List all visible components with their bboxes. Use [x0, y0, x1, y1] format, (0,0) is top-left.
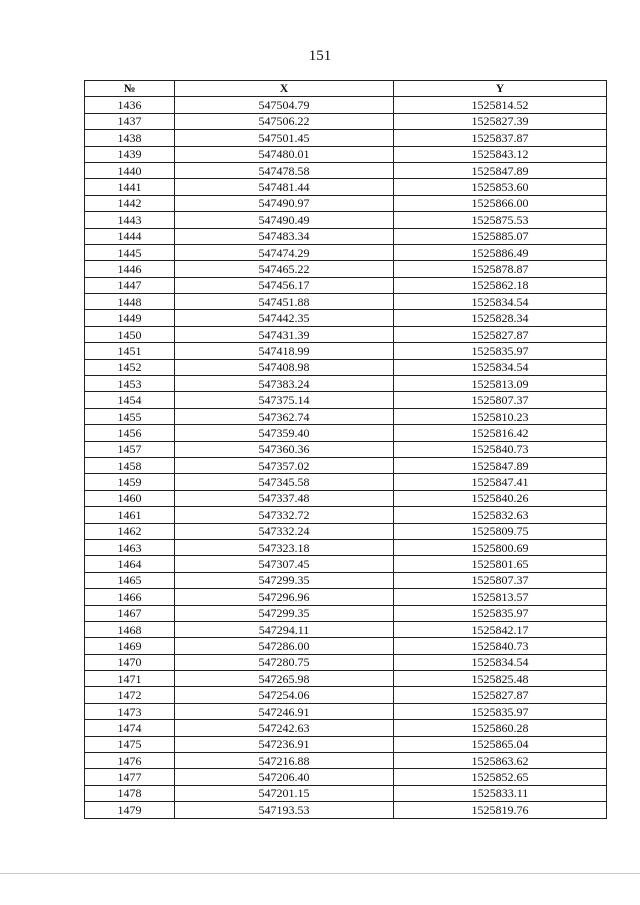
cell-x: 547506.22	[175, 113, 394, 129]
cell-number: 1448	[85, 294, 175, 310]
cell-x: 547360.36	[175, 441, 394, 457]
cell-x: 547483.34	[175, 228, 394, 244]
cell-x: 547236.91	[175, 736, 394, 752]
cell-number: 1453	[85, 376, 175, 392]
cell-x: 547480.01	[175, 146, 394, 162]
cell-x: 547504.79	[175, 97, 394, 113]
cell-number: 1449	[85, 310, 175, 326]
table-row	[85, 621, 607, 637]
table-row	[85, 474, 607, 490]
cell-x: 547490.97	[175, 195, 394, 211]
cell-y: 1525885.07	[394, 228, 607, 244]
cell-number: 1473	[85, 703, 175, 719]
cell-x: 547296.96	[175, 589, 394, 605]
cell-number: 1479	[85, 802, 175, 818]
cell-number: 1446	[85, 261, 175, 277]
cell-x: 547201.15	[175, 785, 394, 801]
cell-x: 547442.35	[175, 310, 394, 326]
header-number: №	[85, 81, 175, 97]
coordinates-table	[84, 80, 607, 819]
cell-number: 1458	[85, 457, 175, 473]
cell-x: 547299.35	[175, 572, 394, 588]
cell-y: 1525809.75	[394, 523, 607, 539]
cell-number: 1462	[85, 523, 175, 539]
cell-x: 547332.72	[175, 507, 394, 523]
cell-number: 1471	[85, 671, 175, 687]
cell-number: 1469	[85, 638, 175, 654]
cell-number: 1457	[85, 441, 175, 457]
cell-y: 1525828.34	[394, 310, 607, 326]
cell-y: 1525833.11	[394, 785, 607, 801]
table-row	[85, 425, 607, 441]
table-row	[85, 490, 607, 506]
table-row	[85, 769, 607, 785]
cell-x: 547299.35	[175, 605, 394, 621]
cell-x: 547242.63	[175, 720, 394, 736]
cell-number: 1454	[85, 392, 175, 408]
cell-number: 1476	[85, 753, 175, 769]
cell-y: 1525878.87	[394, 261, 607, 277]
cell-x: 547193.53	[175, 802, 394, 818]
cell-number: 1478	[85, 785, 175, 801]
cell-x: 547357.02	[175, 457, 394, 473]
cell-y: 1525840.73	[394, 638, 607, 654]
table-row	[85, 408, 607, 424]
cell-y: 1525827.39	[394, 113, 607, 129]
cell-y: 1525837.87	[394, 130, 607, 146]
cell-x: 547362.74	[175, 408, 394, 424]
table-row	[85, 753, 607, 769]
cell-number: 1450	[85, 326, 175, 342]
table-row	[85, 97, 607, 113]
cell-y: 1525875.53	[394, 212, 607, 228]
cell-number: 1445	[85, 244, 175, 260]
table-row	[85, 277, 607, 293]
cell-number: 1477	[85, 769, 175, 785]
table-row	[85, 556, 607, 572]
cell-y: 1525843.12	[394, 146, 607, 162]
cell-y: 1525866.00	[394, 195, 607, 211]
cell-number: 1441	[85, 179, 175, 195]
table-row	[85, 457, 607, 473]
cell-y: 1525840.73	[394, 441, 607, 457]
table-row	[85, 310, 607, 326]
cell-y: 1525813.09	[394, 376, 607, 392]
cell-number: 1459	[85, 474, 175, 490]
cell-y: 1525834.54	[394, 654, 607, 670]
cell-number: 1456	[85, 425, 175, 441]
cell-number: 1443	[85, 212, 175, 228]
cell-y: 1525834.54	[394, 294, 607, 310]
cell-number: 1455	[85, 408, 175, 424]
cell-x: 547478.58	[175, 162, 394, 178]
bottom-rule	[0, 873, 640, 874]
cell-y: 1525832.63	[394, 507, 607, 523]
cell-number: 1468	[85, 621, 175, 637]
cell-x: 547375.14	[175, 392, 394, 408]
table-row	[85, 392, 607, 408]
cell-x: 547294.11	[175, 621, 394, 637]
cell-y: 1525825.48	[394, 671, 607, 687]
cell-number: 1466	[85, 589, 175, 605]
cell-x: 547383.24	[175, 376, 394, 392]
table-row	[85, 343, 607, 359]
cell-y: 1525840.26	[394, 490, 607, 506]
cell-number: 1442	[85, 195, 175, 211]
cell-x: 547501.45	[175, 130, 394, 146]
cell-number: 1464	[85, 556, 175, 572]
cell-x: 547254.06	[175, 687, 394, 703]
cell-number: 1440	[85, 162, 175, 178]
table-row	[85, 589, 607, 605]
cell-x: 547337.48	[175, 490, 394, 506]
cell-number: 1467	[85, 605, 175, 621]
cell-y: 1525847.41	[394, 474, 607, 490]
cell-y: 1525810.23	[394, 408, 607, 424]
cell-y: 1525816.42	[394, 425, 607, 441]
table-row	[85, 195, 607, 211]
cell-y: 1525834.54	[394, 359, 607, 375]
cell-y: 1525800.69	[394, 539, 607, 555]
cell-y: 1525827.87	[394, 687, 607, 703]
cell-y: 1525863.62	[394, 753, 607, 769]
cell-x: 547216.88	[175, 753, 394, 769]
cell-x: 547431.39	[175, 326, 394, 342]
cell-number: 1451	[85, 343, 175, 359]
cell-y: 1525853.60	[394, 179, 607, 195]
table-row	[85, 539, 607, 555]
cell-number: 1475	[85, 736, 175, 752]
table-row	[85, 605, 607, 621]
cell-x: 547418.99	[175, 343, 394, 359]
table-row	[85, 802, 607, 818]
table-row	[85, 162, 607, 178]
table-row	[85, 507, 607, 523]
cell-x: 547246.91	[175, 703, 394, 719]
table-row	[85, 228, 607, 244]
cell-number: 1447	[85, 277, 175, 293]
cell-x: 547265.98	[175, 671, 394, 687]
table-row	[85, 212, 607, 228]
cell-x: 547465.22	[175, 261, 394, 277]
cell-x: 547280.75	[175, 654, 394, 670]
table-header-row	[85, 81, 607, 97]
cell-number: 1465	[85, 572, 175, 588]
table-row	[85, 244, 607, 260]
cell-x: 547286.00	[175, 638, 394, 654]
cell-y: 1525814.52	[394, 97, 607, 113]
cell-number: 1436	[85, 97, 175, 113]
cell-y: 1525827.87	[394, 326, 607, 342]
cell-y: 1525886.49	[394, 244, 607, 260]
cell-number: 1472	[85, 687, 175, 703]
table-row	[85, 441, 607, 457]
cell-x: 547323.18	[175, 539, 394, 555]
cell-y: 1525807.37	[394, 392, 607, 408]
cell-number: 1452	[85, 359, 175, 375]
cell-x: 547345.58	[175, 474, 394, 490]
table-row	[85, 359, 607, 375]
cell-y: 1525835.97	[394, 605, 607, 621]
table-row	[85, 703, 607, 719]
table-row	[85, 130, 607, 146]
table-row	[85, 736, 607, 752]
cell-number: 1437	[85, 113, 175, 129]
cell-y: 1525819.76	[394, 802, 607, 818]
cell-y: 1525847.89	[394, 457, 607, 473]
cell-number: 1461	[85, 507, 175, 523]
cell-x: 547481.44	[175, 179, 394, 195]
cell-number: 1460	[85, 490, 175, 506]
table-row	[85, 113, 607, 129]
cell-y: 1525835.97	[394, 343, 607, 359]
cell-x: 547332.24	[175, 523, 394, 539]
cell-number: 1463	[85, 539, 175, 555]
cell-y: 1525801.65	[394, 556, 607, 572]
table-row	[85, 326, 607, 342]
cell-x: 547359.40	[175, 425, 394, 441]
cell-number: 1474	[85, 720, 175, 736]
cell-x: 547490.49	[175, 212, 394, 228]
cell-y: 1525847.89	[394, 162, 607, 178]
cell-number: 1444	[85, 228, 175, 244]
cell-y: 1525842.17	[394, 621, 607, 637]
table-row	[85, 376, 607, 392]
cell-number: 1438	[85, 130, 175, 146]
table-row	[85, 654, 607, 670]
cell-y: 1525835.97	[394, 703, 607, 719]
table-row	[85, 638, 607, 654]
cell-x: 547474.29	[175, 244, 394, 260]
header-x: X	[175, 81, 394, 97]
cell-y: 1525862.18	[394, 277, 607, 293]
table-row	[85, 785, 607, 801]
table-body	[85, 97, 607, 818]
cell-number: 1470	[85, 654, 175, 670]
table-row	[85, 179, 607, 195]
cell-x: 547451.88	[175, 294, 394, 310]
cell-x: 547456.17	[175, 277, 394, 293]
header-y: Y	[394, 81, 607, 97]
cell-x: 547408.98	[175, 359, 394, 375]
cell-y: 1525852.65	[394, 769, 607, 785]
page-number: 151	[308, 48, 332, 64]
table-row	[85, 671, 607, 687]
cell-y: 1525807.37	[394, 572, 607, 588]
table-row	[85, 720, 607, 736]
table-row	[85, 261, 607, 277]
cell-y: 1525813.57	[394, 589, 607, 605]
cell-y: 1525860.28	[394, 720, 607, 736]
table-row	[85, 294, 607, 310]
table-row	[85, 572, 607, 588]
cell-number: 1439	[85, 146, 175, 162]
table-row	[85, 687, 607, 703]
cell-x: 547307.45	[175, 556, 394, 572]
table-row	[85, 146, 607, 162]
cell-x: 547206.40	[175, 769, 394, 785]
cell-y: 1525865.04	[394, 736, 607, 752]
table-row	[85, 523, 607, 539]
